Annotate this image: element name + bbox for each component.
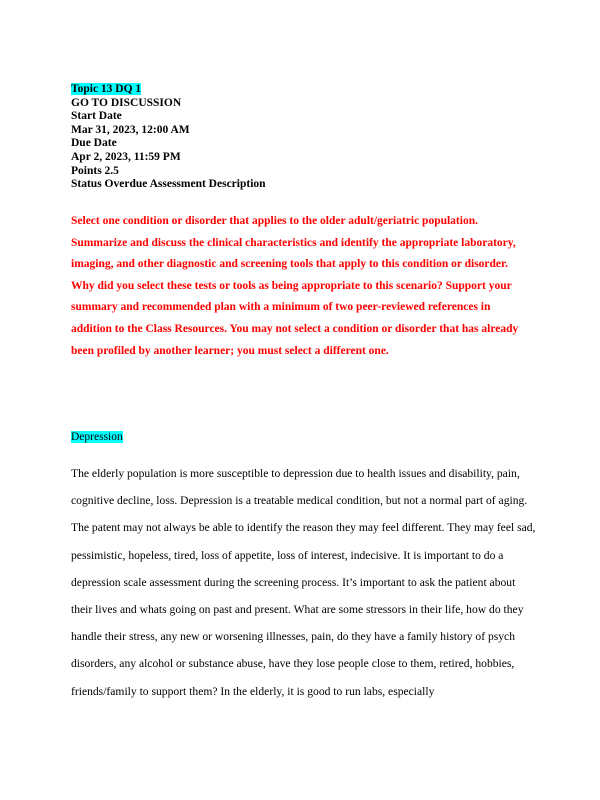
due-date-label: Due Date [71, 137, 117, 150]
topic-line [71, 83, 541, 97]
section-heading [71, 430, 123, 444]
status-label: Status Overdue Assessment Description [71, 178, 266, 191]
points-label: Points 2.5 [71, 164, 119, 177]
start-date-label: Start Date [71, 110, 122, 123]
due-date-value: Apr 2, 2023, 11:59 PM [71, 150, 181, 163]
topic-title: Topic 13 DQ 1 [71, 83, 142, 95]
assignment-header [71, 83, 541, 192]
depression-heading: Depression [71, 431, 123, 443]
go-to-discussion-label: GO TO DISCUSSION [71, 96, 182, 109]
start-date-value: Mar 31, 2023, 12:00 AM [71, 123, 190, 136]
assessment-description: Select one condition or disorder that applies to the older adult/geriatric population. Summarize and discuss the clinical characteristics and identify the appropriate laboratory, imaging, and other diagnostic and screening tools that apply to this condition or disorder. Why did you select these tests or tools as being appropriate to this scenario? Support your summary and recommended plan with a minimum of two peer-reviewed references in addition to the Class Resources. You may not select a condition or disorder that has already been profiled by another learner; you must select a different one. [71, 215, 519, 357]
section-body: The elderly population is more susceptible to depression due to health issues and disability, pain, cognitive decline, loss. Depression is a treatable medical condition, but not a normal part of aging. The patent may not always be able to identify the reason they may feel different. They may feel sad, pessimistic, hopeless, tired, loss of appetite, loss of interest, indecisive. It is important to do a depression scale assessment during the screening process. It’s important to ask the patient about their lives and whats going on past and present. What are some stressors in their life, how do they handle their stress, any new or worsening illnesses, pain, do they have a family history of psych disorders, any alcohol or substance abuse, have they lose people close to them, retired, hobbies, friends/family to support them? In the elderly, it is good to run labs, especially [71, 467, 536, 698]
